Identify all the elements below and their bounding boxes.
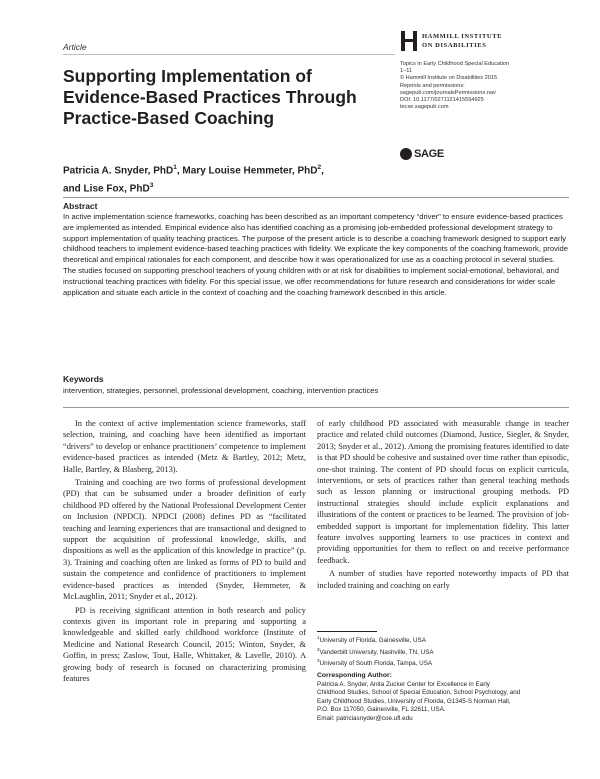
body-paragraph: Training and coaching are two forms of professional development (PD) that can be subsumed under a broader definition of early childhood PD offered by the National Professional Development Center on Inclusion (NPDCI). NPDCI (2008) defines PD as “facilitated teaching and learning experiences that are transactional and designed to support the acquisition of professional knowledge, skills, and dispositions as well as the application of this knowledge in practice” (p. 3). Training and coaching often are linked as forms of PD to build and sustain the competence and confidence of practitioners to implement evidence-based practices as intended (Snyder, Hemmeter, & McLaughlin, 2011; Snyder et al., 2012). xyxy=(63,478,306,602)
hammill-h-icon xyxy=(400,30,418,52)
body-paragraph: In the context of active implementation science frameworks, staff selection, training, and coaching have been identified as important “drivers” to develop or enhance practitioners’ competence to implement evidence-based practices as intended (Metz & Bartley, 2012; Metz, Halle, Bartley, & Blasberg, 2013). xyxy=(63,419,306,474)
meta-pages: 1–11 xyxy=(400,68,413,75)
abstract-heading: Abstract xyxy=(63,201,98,211)
section-divider xyxy=(63,407,569,408)
author-affiliation-mark: 2 xyxy=(317,164,322,171)
corresponding-line: Childhood Studies, School of Special Education, School Psychology, and xyxy=(317,689,521,697)
meta-doi[interactable]: DOI: 10.1177/0271121415594925 xyxy=(400,97,484,104)
affiliation-mark: 1 xyxy=(317,635,320,640)
corresponding-line: P.O. Box 117050, Gainesville, FL 32611, USA. xyxy=(317,706,446,714)
meta-permissions-link[interactable]: sagepub.com/journalsPermissions.nav xyxy=(400,89,496,96)
article-label: Article xyxy=(63,42,87,52)
author-separator: , xyxy=(176,165,183,177)
author-name: Mary Louise Hemmeter, PhD xyxy=(182,165,318,177)
abstract-section xyxy=(63,197,569,298)
sage-logo-text: SAGE xyxy=(414,147,444,160)
meta-journal-site[interactable]: tecse.sagepub.com xyxy=(400,104,449,111)
author-affiliation-mark: 1 xyxy=(173,164,177,171)
corresponding-line: Patricia A. Snyder, Anita Zucker Center for Excellence in Early xyxy=(317,680,490,688)
header-rule xyxy=(63,54,395,55)
corresponding-heading: Corresponding Author: xyxy=(317,672,392,679)
author-separator: , xyxy=(321,165,324,177)
sage-circle-icon xyxy=(400,148,412,160)
author-list xyxy=(63,160,393,197)
body-paragraph: of early childhood PD associated with measurable change in teacher practice and related child outcomes (Diamond, Justice, Siegler, & Snyder, 2013; Snyder et al., 2012). Among the promising features identified to date is that PD should be cohesive and sustained over time rather than episodic, one-shot training. The content of PD should focus on explicit curricula, interventions, or sets of practices rather than general teaching methods such as lesson planning or instructional grouping methods. PD instructional strategies should include explicit explanations and illustrations of the content or practices to be learned. The provision of job-embedded support is important for implementation fidelity. This latter feature involves supporting learners to use practices in context and providing opportunities for them to reflect on and receive performance feedback. xyxy=(317,419,569,565)
body-column-right xyxy=(317,418,569,593)
article-title: Supporting Implementation of Evidence-Based Practices Through Practice-Based Coaching xyxy=(63,66,357,128)
affiliation-text: University of South Florida, Tampa, USA xyxy=(319,660,433,668)
author-name: Patricia A. Snyder, PhD xyxy=(63,165,174,177)
author-affiliation-mark: 3 xyxy=(149,182,154,190)
journal-meta xyxy=(400,61,570,111)
corresponding-email[interactable]: Email: patriciasnyder@coe.ufl.edu xyxy=(317,714,413,722)
keywords-text: intervention, strategies, personnel, professional development, coaching, intervention practices xyxy=(63,386,379,395)
abstract-text: In active implementation science frameworks, coaching has been described as an important competency “driver” to ensure evidence-based practices are implemented as intended. Empirical evidence also has identified coaching as a promising job-embedded professional development strategy to support implementation of quality teaching practices. The purpose of the present article is to describe a coaching framework designed to support early childhood teachers to implement evidence-based teaching practices with fidelity. We explicate the key components of the coaching framework, provide theoretical and empirical rationales for each component, and describe how it was operationalized for use as a coaching protocol in several studies. The studies focused on supporting preschool teachers of young children with or at risk for disabilities to implement social-emotional, behavioral, and instructional teaching practices with fidelity. For this special issue, we offer recommendations for future research and considerations for wider scale application and situate each article in the context of coaching and the coaching framework described in this article. xyxy=(63,212,568,297)
affiliation-mark: 2 xyxy=(317,646,320,652)
publisher-logo xyxy=(400,30,570,56)
publisher-name-line1: HAMMILL INSTITUTE xyxy=(422,33,503,40)
meta-reprints: Reprints and permissions: xyxy=(400,82,465,89)
author-name: and Lise Fox, PhD xyxy=(63,183,150,195)
affiliation-item xyxy=(317,657,569,669)
keywords-heading: Keywords xyxy=(63,374,104,384)
affiliation-item xyxy=(317,646,569,658)
sage-logo xyxy=(400,147,444,160)
affiliation-item xyxy=(317,634,569,646)
keywords-section xyxy=(63,374,569,397)
publisher-name-line2: ON DISABILITIES xyxy=(422,42,487,49)
body-paragraph: A number of studies have reported noteworthy impacts of PD that included training and coaching on early xyxy=(317,569,569,590)
meta-journal: Topics in Early Childhood Special Education xyxy=(400,61,510,67)
corresponding-author xyxy=(317,672,569,724)
affiliation-text: Vanderbilt University, Nashville, TN, USA xyxy=(319,648,434,656)
affiliations xyxy=(317,634,569,669)
body-column-left xyxy=(63,418,306,686)
affiliation-text: University of Florida, Gainesville, USA xyxy=(319,637,426,645)
body-paragraph: PD is receiving significant attention in both research and policy contexts given its important role in preparing and supporting a knowledgeable and skilled early childhood workforce (Institute of Medicine and National Research Council, 2015; Winton, Snyder, & Goffin, in press; Zaslow, Tout, Halle, Whittaker, & Lavelle, 2010). A growing body of research is focused on characterizing promising features xyxy=(63,605,306,683)
corresponding-line: Early Childhood Studies, University of Florida, G1345-S Norman Hall, xyxy=(317,697,511,705)
footnote-rule xyxy=(317,631,377,632)
affiliation-mark: 3 xyxy=(317,658,320,664)
meta-copyright: © Hammill Institute on Disabilities 2015 xyxy=(400,75,498,82)
